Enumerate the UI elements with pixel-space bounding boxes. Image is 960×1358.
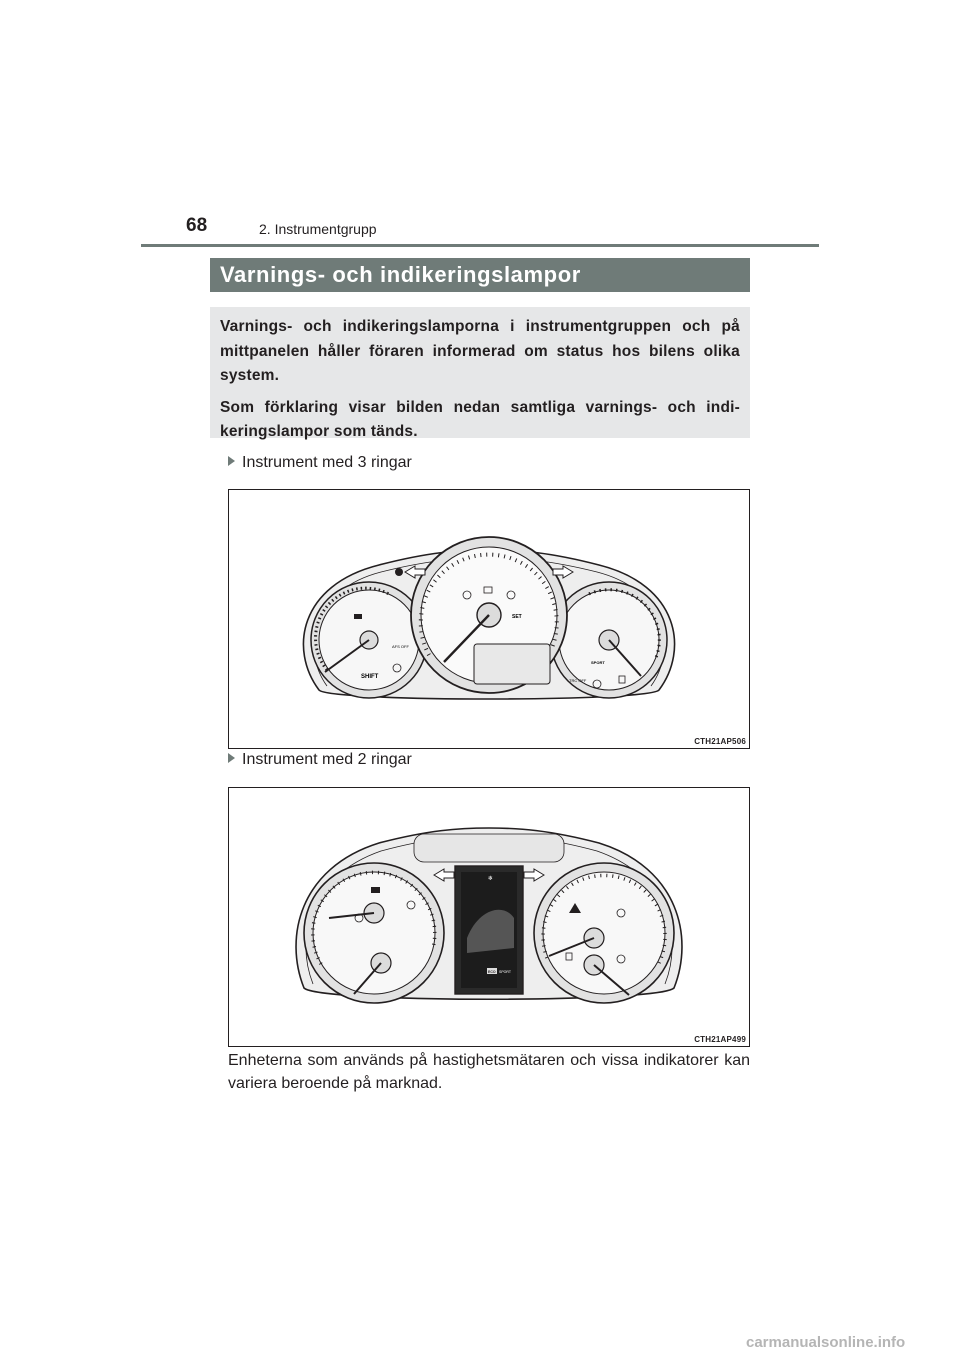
figure-2-two-ring-instrument [228,787,750,1047]
intro-paragraph-2: Som förklaring visar bilden nedan samtliga varnings- och indi-keringslampor som tänds. [220,398,740,440]
trc-off-label: TRC OFF [569,678,587,683]
sport-label: SPORT [499,970,511,974]
intro-paragraph-1: Varnings- och indikeringslamporna i instrumentgruppen och på mittpanelen håller föraren informerad om status hos bilens olika system. [220,318,740,384]
section-title: Varnings- och indikeringslampor [210,258,750,292]
snowflake-icon: ❄ [488,875,494,882]
bullet-triangle-icon [228,753,235,763]
multi-information-display [474,644,550,684]
shift-label: SHIFT [361,674,379,680]
left-gauge-speedometer [304,863,444,1003]
headlight-indicator-icon [395,568,403,576]
figure-code: CTH21AP499 [694,1035,746,1044]
figure-2-caption: Instrument med 2 ringar [228,751,412,769]
left-gauge-tachometer [311,582,427,698]
set-label: SET [512,614,522,620]
figure-1-three-ring-instrument [228,489,750,749]
center-gauge-speedometer [411,537,567,693]
center-multi-information-display [455,866,523,994]
right-gauge-tachometer [534,863,674,1003]
two-ring-cluster-illustration [229,788,749,1046]
right-gauge-fuel-temp [551,582,667,698]
three-ring-cluster-illustration [229,490,749,748]
section-header: 2. Instrumentgrupp [259,221,377,237]
intro-box [210,307,750,438]
bullet-triangle-icon [228,456,235,466]
engine-warning-icon [354,614,362,619]
afs-off-label: AFS OFF [392,644,409,649]
footer-note: Enheterna som används på hastighetsmätaren och vissa indikatorer kan variera beroende på marknad. [228,1052,750,1092]
sport-label: SPORT [591,660,605,665]
figure-1-caption: Instrument med 3 ringar [228,454,412,472]
eco-label: ECO [488,970,496,974]
high-beam-icon [371,887,380,893]
figure-code: CTH21AP506 [694,737,746,746]
watermark: carmanualsonline.info [746,1334,906,1351]
page-number: 68 [186,215,208,236]
header-divider [141,244,819,247]
